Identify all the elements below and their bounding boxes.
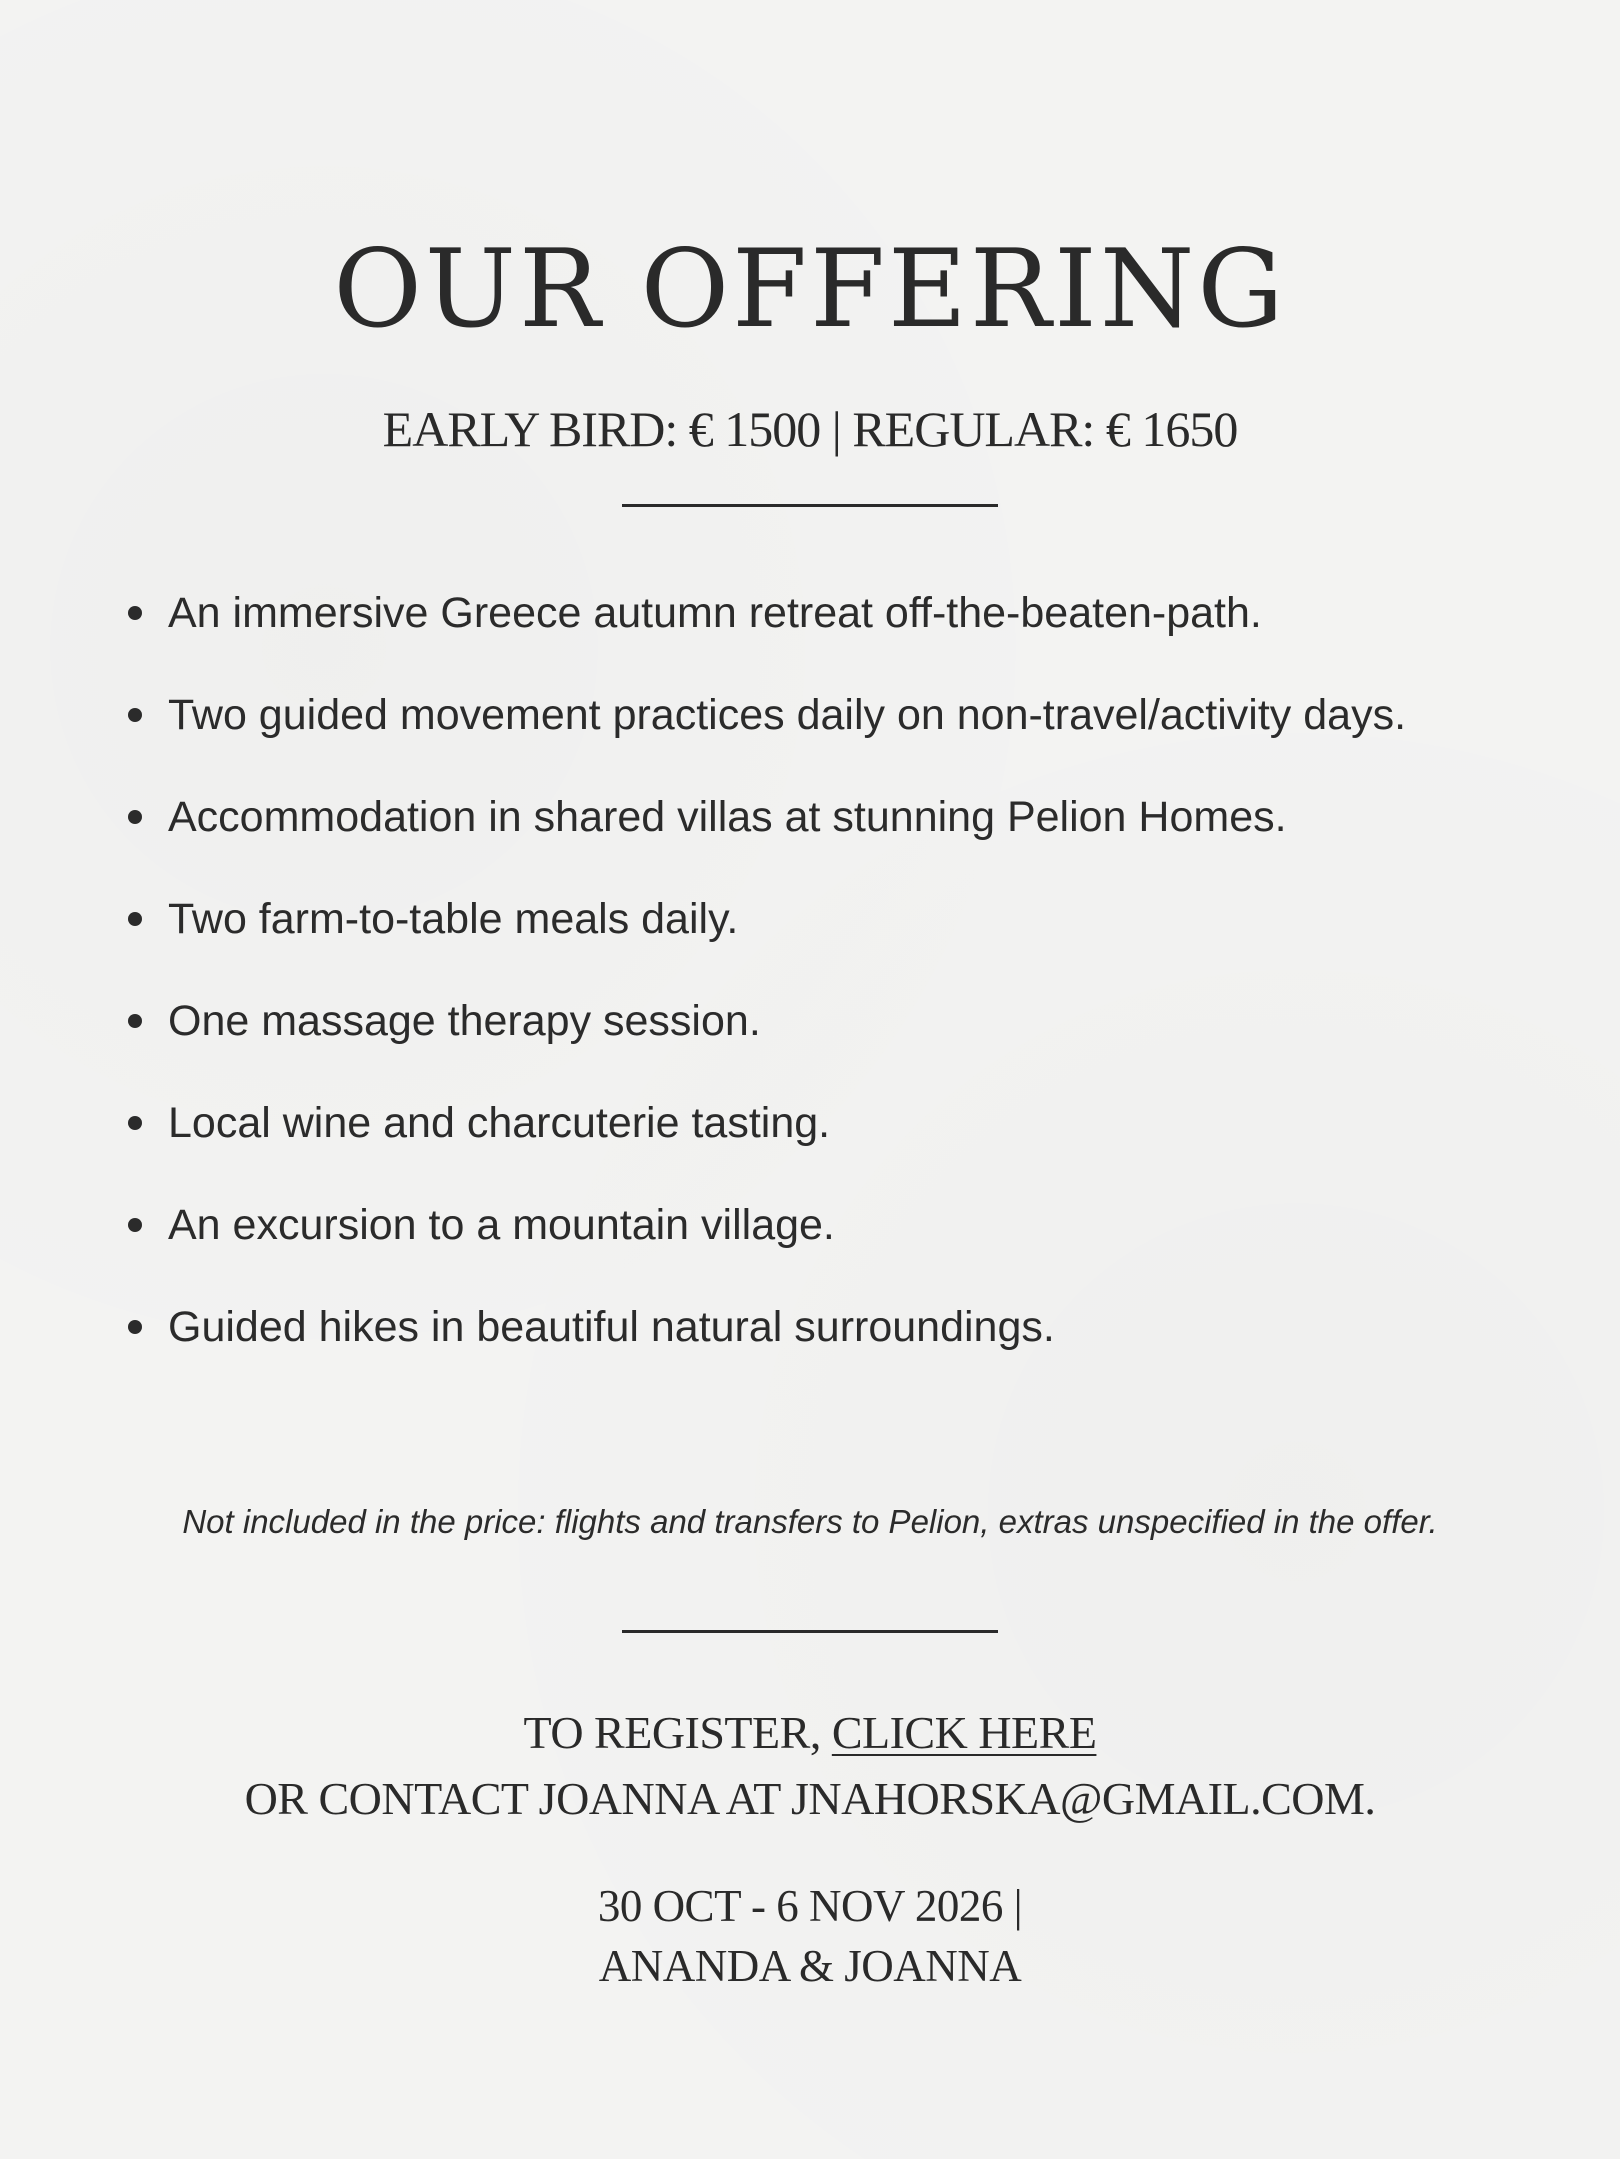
- divider-top: [622, 504, 998, 507]
- list-item: [126, 890, 1546, 992]
- list-item: [126, 1094, 1546, 1196]
- list-item: [126, 686, 1546, 788]
- feature-text: Local wine and charcuterie tasting.: [168, 1099, 831, 1147]
- register-block: [0, 1700, 1620, 1832]
- list-item: [126, 1196, 1546, 1298]
- list-item: [126, 584, 1546, 686]
- bullet-icon: [128, 606, 142, 620]
- pricing-line: EARLY BIRD: € 1500 | REGULAR: € 1650: [382, 401, 1238, 457]
- bullet-icon: [128, 810, 142, 824]
- divider-bottom: [622, 1630, 998, 1633]
- event-hosts: ANANDA & JOANNA: [598, 1941, 1022, 1991]
- features-list: [126, 584, 1546, 1400]
- bullet-icon: [128, 1116, 142, 1130]
- feature-text: An immersive Greece autumn retreat off-the-beaten-path.: [168, 589, 1262, 637]
- feature-text: One massage therapy session.: [168, 997, 761, 1045]
- register-prefix: TO REGISTER,: [523, 1707, 832, 1758]
- register-link[interactable]: CLICK HERE: [831, 1707, 1097, 1758]
- bullet-icon: [128, 708, 142, 722]
- list-item: [126, 788, 1546, 890]
- feature-text: Accommodation in shared villas at stunning Pelion Homes.: [168, 793, 1287, 841]
- list-item: [126, 992, 1546, 1094]
- bullet-icon: [128, 1320, 142, 1334]
- feature-text: Guided hikes in beautiful natural surroundings.: [168, 1303, 1055, 1351]
- bullet-icon: [128, 912, 142, 926]
- bullet-icon: [128, 1014, 142, 1028]
- page-title: OUR OFFERING: [333, 227, 1287, 352]
- register-line: [0, 1700, 1620, 1766]
- exclusions-note: Not included in the price: flights and transfers to Pelion, extras unspecified in the offer.: [182, 1503, 1438, 1540]
- bullet-icon: [128, 1218, 142, 1232]
- event-dates: 30 OCT - 6 NOV 2026 |: [597, 1881, 1023, 1931]
- contact-line: OR CONTACT JOANNA AT JNAHORSKA@GMAIL.COM.: [244, 1773, 1376, 1824]
- feature-text: Two guided movement practices daily on non-travel/activity days.: [168, 691, 1407, 739]
- list-item: [126, 1298, 1546, 1400]
- feature-text: An excursion to a mountain village.: [168, 1201, 835, 1249]
- feature-text: Two farm-to-table meals daily.: [168, 895, 739, 943]
- footer-block: [0, 1876, 1620, 1996]
